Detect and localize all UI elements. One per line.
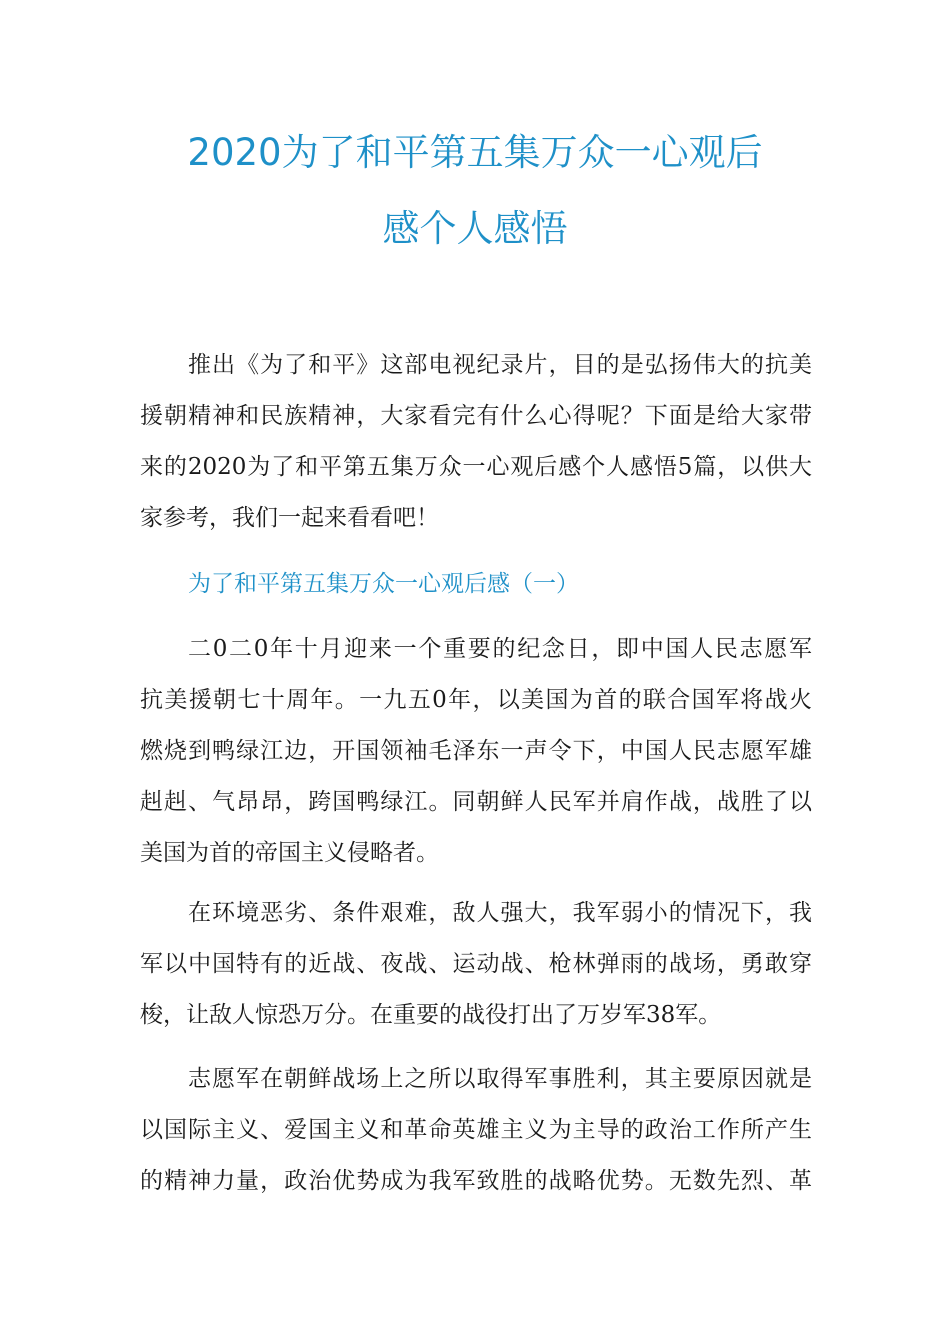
paragraph-line: 梭，让敌人惊恐万分。在重要的战役打出了万岁军38军。 [140,1002,722,1028]
body-paragraph-3 [140,1054,812,1207]
body-paragraph-2 [140,888,812,1041]
document-title-line-2: 感个人感悟 [382,207,568,250]
paragraph-line: 来的2020为了和平第五集万众一心观后感个人感悟5篇，以供大 [140,454,812,480]
paragraph-line: 在环境恶劣、条件艰难，敌人强大，我军弱小的情况下，我 [188,900,812,926]
paragraph-line: 赳赳、气昂昂，跨国鸭绿江。同朝鲜人民军并肩作战，战胜了以 [140,789,812,815]
paragraph-line: 军以中国特有的近战、夜战、运动战、枪林弹雨的战场，勇敢穿 [140,951,812,977]
paragraph-line: 的精神力量，政治优势成为我军致胜的战略优势。无数先烈、革 [140,1168,812,1194]
body-paragraph-1 [140,624,812,879]
paragraph-line: 援朝精神和民族精神，大家看完有什么心得呢？下面是给大家带 [140,403,812,429]
paragraph-line: 推出《为了和平》这部电视纪录片，目的是弘扬伟大的抗美 [188,352,812,378]
paragraph-line: 以国际主义、爱国主义和革命英雄主义为主导的政治工作所产生 [140,1117,812,1143]
paragraph-line: 志愿军在朝鲜战场上之所以取得军事胜利，其主要原因就是 [188,1066,812,1092]
paragraph-line: 二0二0年十月迎来一个重要的纪念日，即中国人民志愿军 [188,636,812,662]
paragraph-line: 抗美援朝七十周年。一九五0年，以美国为首的联合国军将战火 [140,687,812,713]
intro-paragraph [140,340,812,544]
paragraph-line: 家参考，我们一起来看看吧！ [140,505,439,531]
document-title-line-1: 2020为了和平第五集万众一心观后 [187,131,763,174]
section-heading: 为了和平第五集万众一心观后感（一） [188,571,579,597]
paragraph-line: 美国为首的帝国主义侵略者。 [140,840,439,866]
paragraph-line: 燃烧到鸭绿江边，开国领袖毛泽东一声令下，中国人民志愿军雄 [140,738,812,764]
